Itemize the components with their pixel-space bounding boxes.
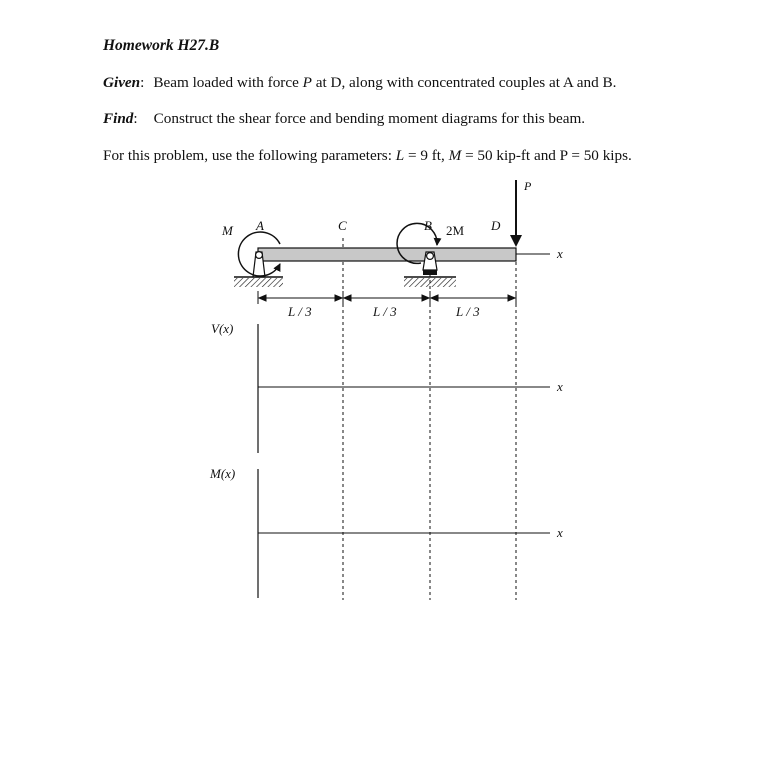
find-text: Construct the shear force and bending moment diagrams for this beam. [153,110,586,127]
beam [258,248,516,261]
point-D-label: D [491,218,501,233]
point-C-label: C [338,218,347,233]
param-L-value: = 9 ft, [404,147,449,164]
params-intro: For this problem, use the following parameters: [103,147,396,164]
beam-x-label: x [557,246,563,261]
given-text-pre: Beam loaded with force [153,74,303,91]
force-P-label: P [524,179,532,193]
find-colon: : [133,110,138,127]
homework-title: Homework H27.B [103,37,220,54]
given-colon: : [140,74,145,91]
given-text-post: at D, along with concentrated couples at A and B. [311,74,617,91]
segment-label-BD: L / 3 [456,304,480,319]
couple-2M-label: 2M [446,223,465,238]
segment-label-CB: L / 3 [373,304,397,319]
given-label: Given [103,74,141,91]
force-P-arrowhead [510,235,522,247]
param-L-symbol: L [395,147,405,164]
find-label: Find [103,110,134,127]
point-B-label: B [424,218,432,233]
moment-x-label: x [557,525,563,540]
shear-label: V(x) [211,321,234,336]
couple-M-label: M [222,223,233,238]
shear-x-label: x [557,379,563,394]
moment-label: M(x) [210,466,236,481]
given-force-symbol: P [302,74,312,91]
segment-label-AC: L / 3 [288,304,312,319]
param-M-symbol: M [448,147,462,164]
dimension-lines [258,291,516,304]
point-A-label: A [256,218,264,233]
param-M-P-value: = 50 kip-ft and P = 50 kips. [461,147,632,164]
